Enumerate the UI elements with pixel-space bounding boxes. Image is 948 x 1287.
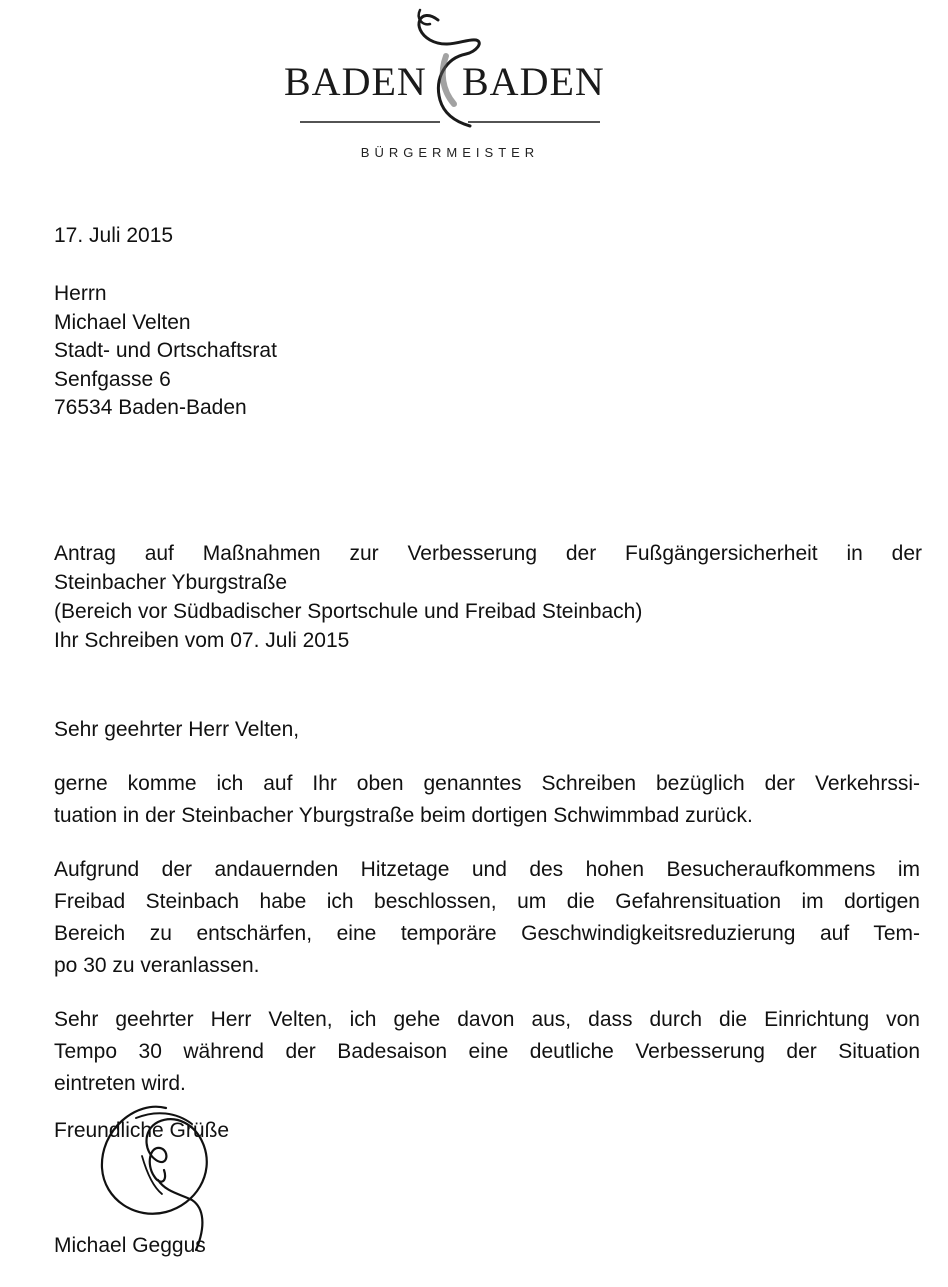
body-paragraph bbox=[54, 854, 920, 982]
paragraph-line: tuation in der Steinbacher Yburgstraße beim dortigen Schwimmbad zurück. bbox=[54, 804, 753, 827]
signer-name: Michael Geggus bbox=[54, 1234, 206, 1257]
address-street: Senfgasse 6 bbox=[54, 367, 171, 391]
body-paragraph bbox=[54, 768, 920, 832]
address-salutation-line: Herrn bbox=[54, 282, 107, 305]
salutation: Sehr geehrter Herr Velten, bbox=[54, 718, 300, 741]
subject-line: Antrag auf Maßnahmen zur Verbesserung der Fußgängersicherheit in der bbox=[54, 542, 922, 565]
letterhead bbox=[270, 0, 630, 170]
paragraph-line: eintreten wird. bbox=[54, 1072, 186, 1095]
body-paragraph bbox=[54, 1004, 920, 1100]
logo-text-left: BADEN bbox=[284, 59, 427, 104]
recipient-address bbox=[54, 280, 277, 423]
subject-block bbox=[54, 540, 922, 656]
closing-greeting: Freundliche Grüße bbox=[54, 1119, 230, 1142]
logo-text-right: BADEN bbox=[462, 59, 605, 104]
paragraph-line: Bereich zu entschärfen, eine temporäre Geschwindigkeitsreduzierung auf Tem- bbox=[54, 922, 920, 945]
address-name: Michael Velten bbox=[54, 310, 191, 334]
subject-line: (Bereich vor Südbadischer Sportschule und Freibad Steinbach) bbox=[54, 600, 643, 623]
address-role: Stadt- und Ortschaftsrat bbox=[54, 339, 277, 362]
letter-date: 17. Juli 2015 bbox=[54, 224, 174, 247]
address-city: 76534 Baden-Baden bbox=[54, 396, 247, 419]
paragraph-line: Tempo 30 während der Badesaison eine deutliche Verbesserung der Situation bbox=[54, 1040, 920, 1063]
paragraph-line: gerne komme ich auf Ihr oben genanntes Schreiben bezüglich der Verkehrssi- bbox=[54, 772, 920, 795]
office-title: BÜRGERMEISTER bbox=[360, 145, 540, 160]
paragraph-line: po 30 zu veranlassen. bbox=[54, 954, 260, 977]
paragraph-line: Sehr geehrter Herr Velten, ich gehe davon aus, dass durch die Einrichtung von bbox=[54, 1008, 920, 1031]
subject-line: Steinbacher Yburgstraße bbox=[54, 571, 288, 594]
paragraph-line: Freibad Steinbach habe ich beschlossen, um die Gefahrensituation im dortigen bbox=[54, 890, 920, 913]
paragraph-line: Aufgrund der andauernden Hitzetage und des hohen Besucheraufkommens im bbox=[54, 858, 920, 881]
subject-line: Ihr Schreiben vom 07. Juli 2015 bbox=[54, 629, 350, 652]
